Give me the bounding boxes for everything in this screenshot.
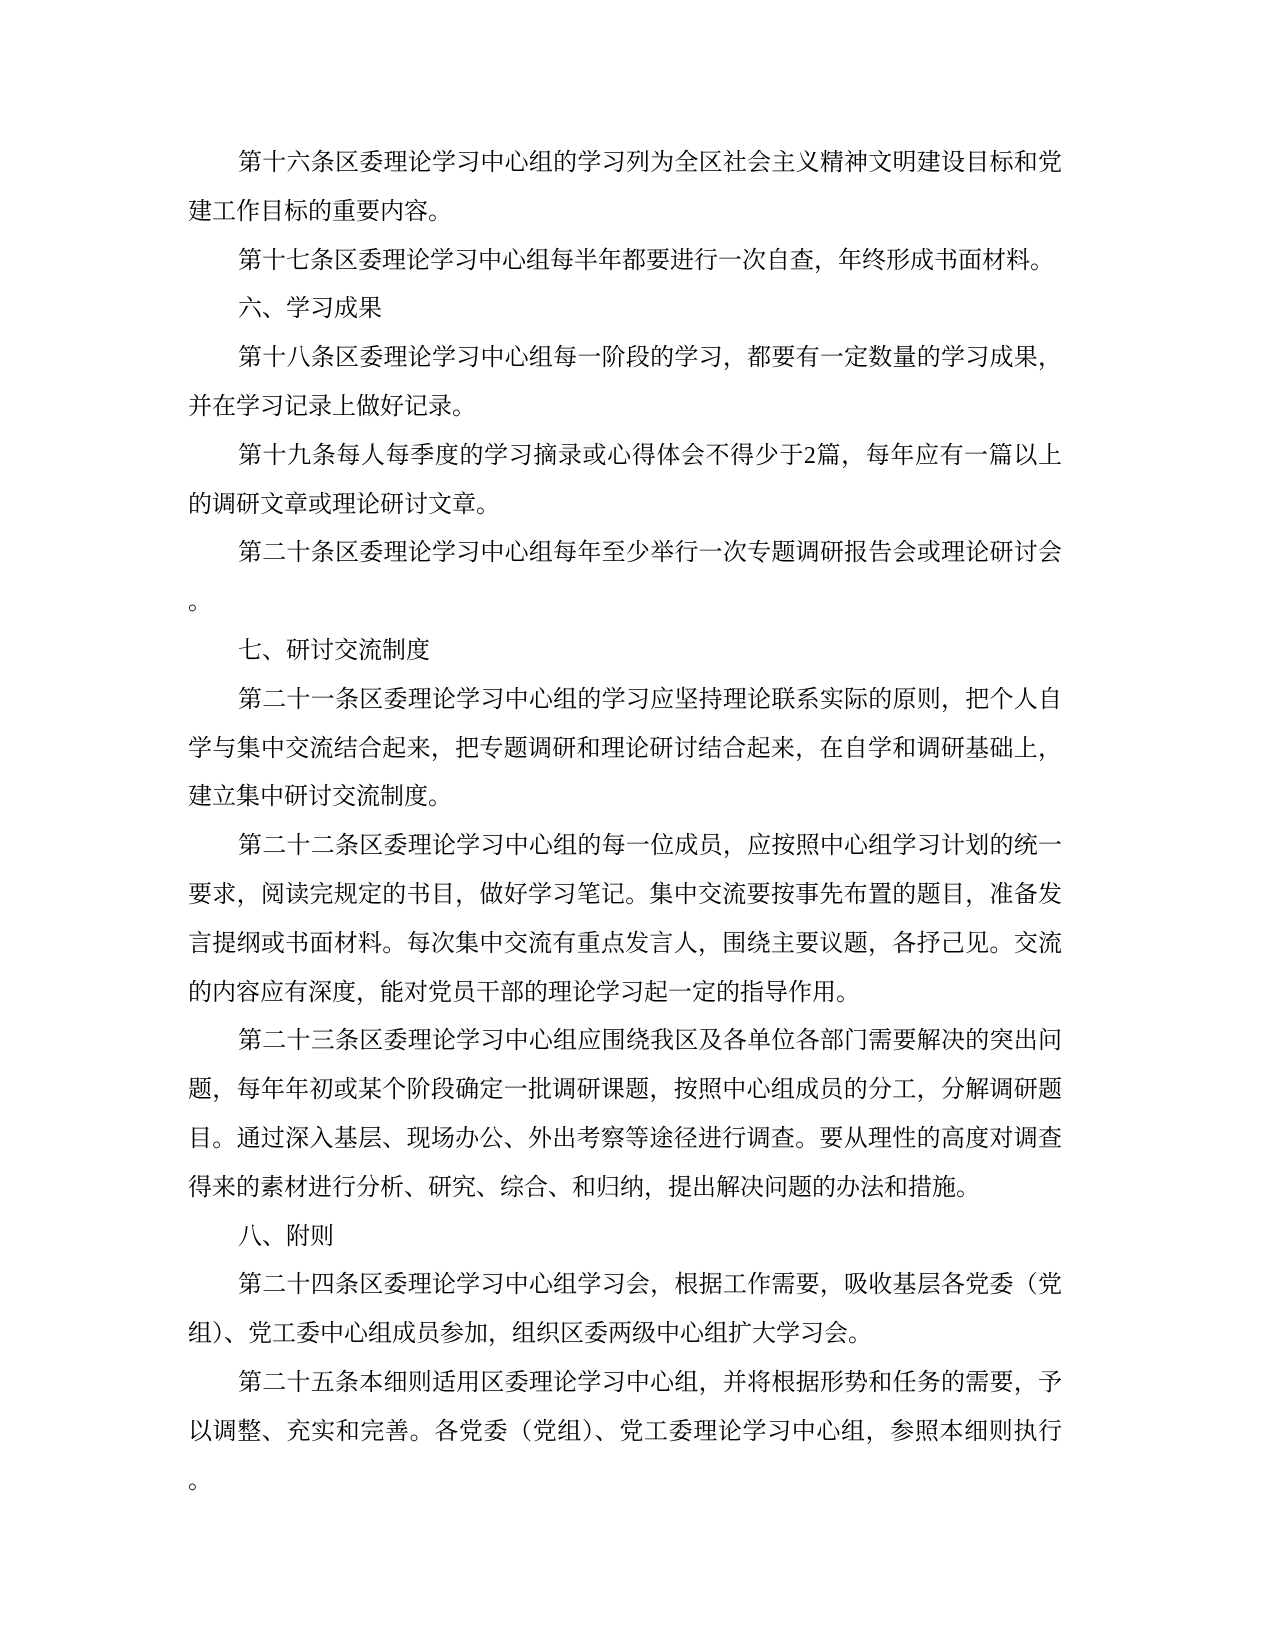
text-line: 要求，阅读完规定的书目，做好学习笔记。集中交流要按事先布置的题目，准备发 xyxy=(188,881,1062,908)
text-line: 建工作目标的重要内容。 xyxy=(188,198,452,225)
text-line: 。 xyxy=(188,1467,212,1494)
text-line: 组）、党工委中心组成员参加，组织区委两级中心组扩大学习会。 xyxy=(188,1321,872,1348)
text-line: 学与集中交流结合起来，把专题调研和理论研讨结合起来，在自学和调研基础上， xyxy=(188,735,1062,762)
text-line: 第十七条区委理论学习中心组每半年都要进行一次自查，年终形成书面材料。 xyxy=(238,247,1054,274)
text-line: 。 xyxy=(188,589,212,616)
text-line: 七、研讨交流制度 xyxy=(238,637,430,664)
text-line: 言提纲或书面材料。每次集中交流有重点发言人，围绕主要议题，各抒己见。交流 xyxy=(188,930,1062,957)
text-line: 的内容应有深度，能对党员干部的理论学习起一定的指导作用。 xyxy=(188,979,860,1006)
text-line: 得来的素材进行分析、研究、综合、和归纳，提出解决问题的办法和措施。 xyxy=(188,1174,980,1201)
document-text-block xyxy=(188,139,1062,1505)
text-line: 第二十条区委理论学习中心组每年至少举行一次专题调研报告会或理论研讨会 xyxy=(238,540,1062,567)
text-line: 建立集中研讨交流制度。 xyxy=(188,784,452,811)
text-line: 第二十二条区委理论学习中心组的每一位成员，应按照中心组学习计划的统一 xyxy=(238,833,1062,860)
text-line: 八、附则 xyxy=(238,1223,334,1250)
text-line: 题，每年年初或某个阶段确定一批调研课题，按照中心组成员的分工，分解调研题 xyxy=(188,1077,1062,1104)
text-line: 第二十五条本细则适用区委理论学习中心组，并将根据形势和任务的需要，予 xyxy=(238,1369,1062,1396)
text-line: 第二十一条区委理论学习中心组的学习应坚持理论联系实际的原则，把个人自 xyxy=(238,686,1062,713)
text-line: 第二十三条区委理论学习中心组应围绕我区及各单位各部门需要解决的突出问 xyxy=(238,1028,1062,1055)
text-line: 第二十四条区委理论学习中心组学习会，根据工作需要，吸收基层各党委（党 xyxy=(238,1272,1062,1299)
text-line: 第十六条区委理论学习中心组的学习列为全区社会主义精神文明建设目标和党 xyxy=(238,150,1062,176)
text-line: 第十九条每人每季度的学习摘录或心得体会不得少于2篇，每年应有一篇以上 xyxy=(238,442,1062,469)
text-line: 以调整、充实和完善。各党委（党组）、党工委理论学习中心组，参照本细则执行 xyxy=(188,1418,1062,1445)
text-line: 的调研文章或理论研讨文章。 xyxy=(188,491,500,518)
text-line: 六、学习成果 xyxy=(238,296,382,323)
text-line: 第十八条区委理论学习中心组每一阶段的学习，都要有一定数量的学习成果， xyxy=(238,345,1062,372)
text-line: 目。通过深入基层、现场办公、外出考察等途径进行调查。要从理性的高度对调查 xyxy=(188,1125,1062,1152)
text-line: 并在学习记录上做好记录。 xyxy=(188,393,476,420)
